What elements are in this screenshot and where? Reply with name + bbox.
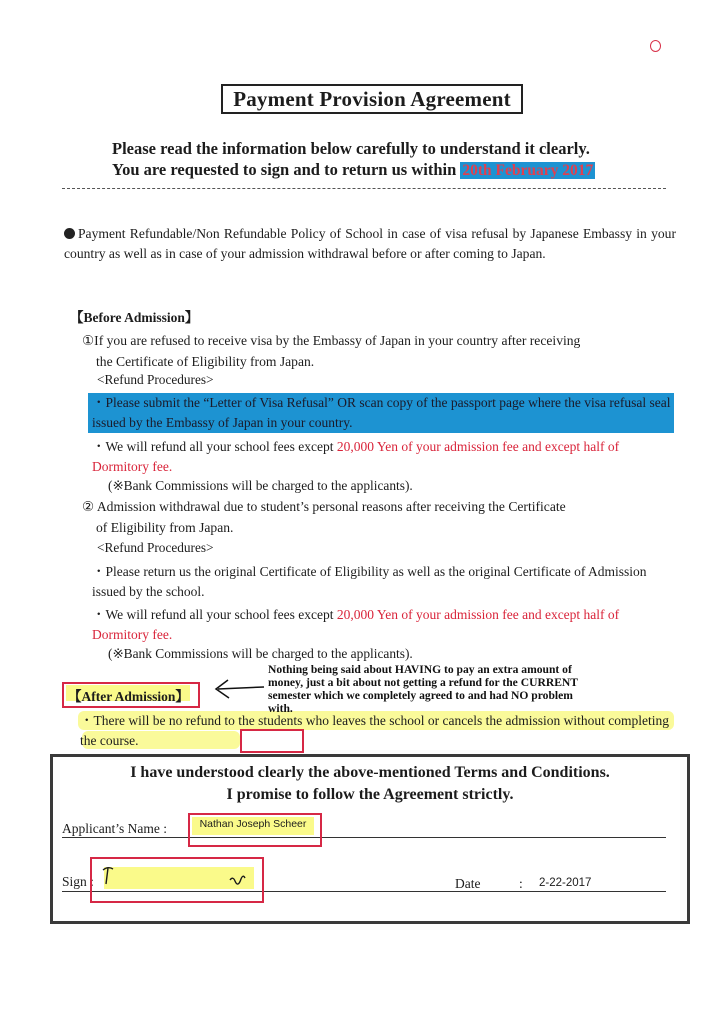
refund-procedures-label-1: <Refund Procedures> — [97, 372, 214, 387]
name-red-box — [188, 813, 322, 847]
after-admission-heading: 【After Admission】 — [68, 689, 189, 704]
before-admission-heading: 【Before Admission】 — [70, 310, 199, 325]
item-2-bullet-2-red: 20,000 Yen of your admission fee and except half of Dormitory fee. — [92, 607, 620, 642]
bank-commission-note-2: (※Bank Commissions will be charged to the applicants). — [108, 646, 413, 661]
date-value: 2-22-2017 — [539, 877, 592, 889]
item-2-line-1: ② Admission withdrawal due to student’s personal reasons after receiving the Certificate — [82, 499, 566, 514]
item-2-bullet-2-prefix: ・We will refund all your school fees except — [92, 607, 337, 622]
after-admission-red-box — [62, 682, 200, 708]
item-1-bullet-2 — [92, 437, 676, 477]
after-admission-bullet-main: ・There will be no refund to the students who leaves the school or cancels the admission without completing the — [80, 713, 669, 748]
agreement-line-1: I have understood clearly the above-mentioned Terms and Conditions. — [130, 764, 610, 781]
after-admission-bullet — [80, 711, 676, 751]
item-1 — [82, 331, 674, 372]
corner-circle-mark — [650, 40, 661, 52]
refund-procedures-label-2: <Refund Procedures> — [97, 540, 214, 555]
after-admission-bullet-end: course. — [99, 733, 139, 748]
annotation-arrow-icon — [208, 674, 266, 704]
item-1-line-2: the Certificate of Eligibility from Japan. — [96, 353, 315, 369]
item-2-bullet-1: ・Please return us the original Certificate of Eligibility as well as the original Certificate of Admission issued by the school. — [92, 564, 647, 599]
item-1-line-1: ①If you are refused to receive visa by the Embassy of Japan in your country after receiving — [82, 333, 581, 348]
agreement-line-2: I promise to follow the Agreement strictly. — [226, 786, 514, 803]
handwritten-annotation: Nothing being said about HAVING to pay an extra amount of money, just a bit about not getting a refund for the CURRENT semester which we completely agreed to and had NO problem with. — [268, 663, 578, 715]
date-label: Date — [455, 876, 481, 891]
sign-label: Sign : — [62, 874, 94, 889]
item-1-bullet-2-red: 20,000 Yen of your admission fee and except half of Dormitory fee. — [92, 439, 620, 474]
item-2-bullet-2 — [92, 605, 676, 645]
item-1-bullet-1: ・Please submit the “Letter of Visa Refusal” OR scan copy of the passport page where the visa refusal seal issued by the Embassy of Japan in your country. — [92, 395, 671, 430]
applicant-name-value: Nathan Joseph Scheer — [199, 818, 307, 830]
bullet-dot-icon — [64, 228, 75, 239]
course-red-box — [240, 729, 304, 753]
deadline-highlight: 20th February 2017 — [462, 162, 594, 179]
dashed-divider — [62, 188, 666, 189]
intro-line-2-text: You are requested to sign and to return us within — [112, 160, 457, 179]
item-1-bullet-2-prefix: ・We will refund all your school fees except — [92, 439, 337, 454]
policy-text: Payment Refundable/Non Refundable Policy of School in case of visa refusal by Japanese Embassy in your country as well as in case of your admission withdrawal before or after coming to Japan. — [64, 226, 676, 261]
document-title: Payment Provision Agreement — [221, 84, 523, 114]
date-colon: : — [519, 876, 523, 891]
intro-line-1: Please read the information below carefully to understand it clearly. — [112, 139, 590, 158]
name-underline — [62, 837, 666, 838]
applicant-name-label: Applicant’s Name : — [62, 821, 167, 836]
item-2-line-2: of Eligibility from Japan. — [96, 519, 234, 535]
sign-red-box — [90, 857, 264, 903]
item-2 — [82, 497, 674, 538]
bank-commission-note-1: (※Bank Commissions will be charged to the applicants). — [108, 478, 413, 493]
intro-line-2 — [112, 160, 595, 180]
policy-paragraph — [64, 224, 676, 264]
